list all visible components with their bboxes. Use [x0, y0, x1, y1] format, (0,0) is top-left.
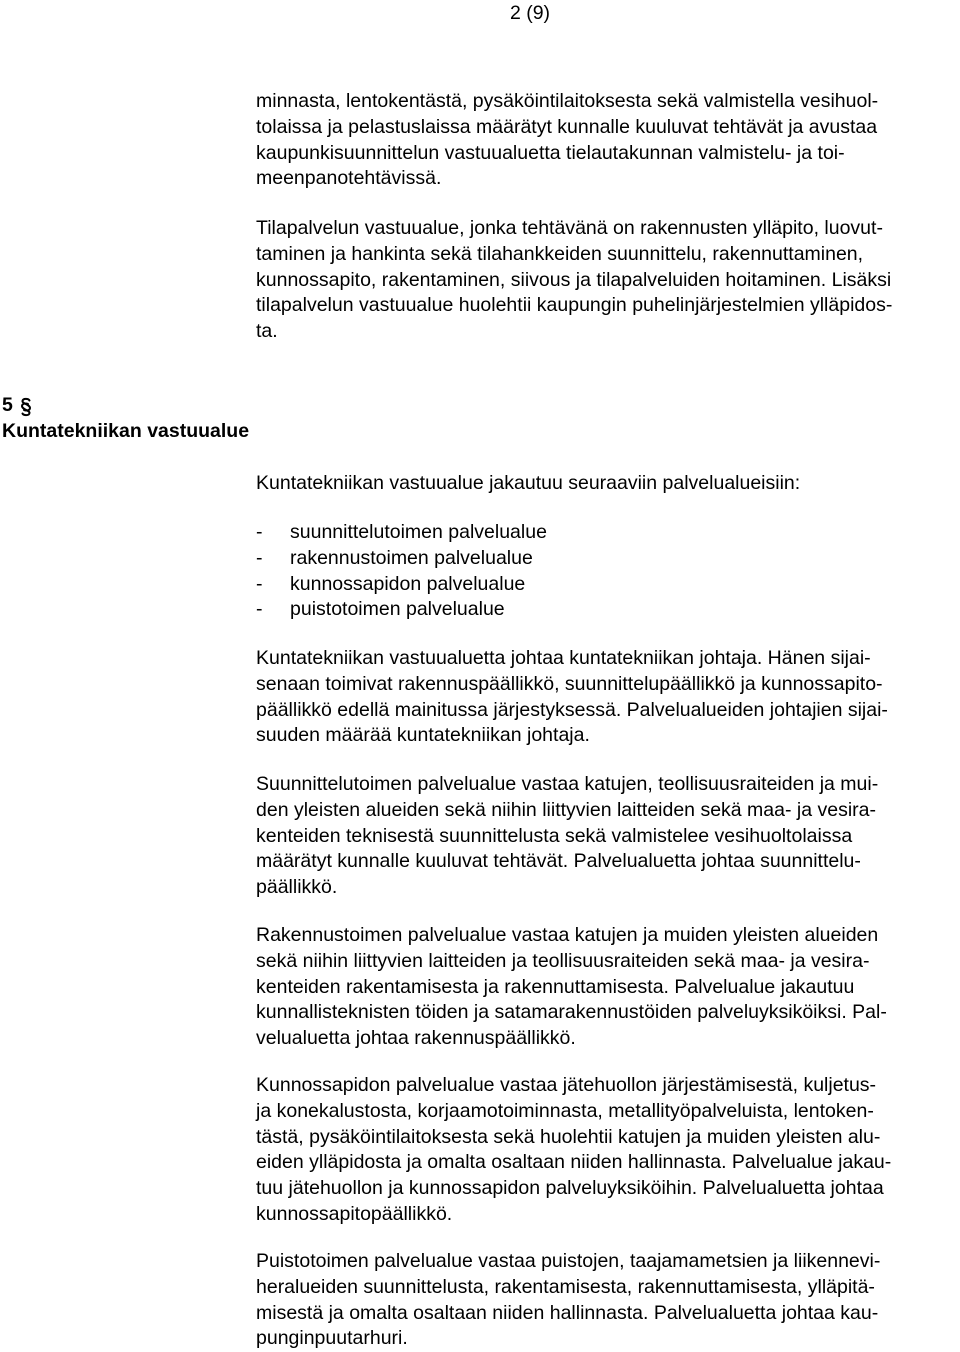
text-line: päällikkö.: [256, 876, 338, 899]
text-line: misestä ja omalta osaltaan niiden hallinnasta. Palvelualuetta johtaa kau-: [256, 1301, 879, 1324]
text-line: määrätyt kunnalle kuuluvat tehtävät. Palvelualuetta johtaa suunnittelu-: [256, 850, 861, 873]
text-line: tästä, pysäköintilaitoksesta sekä huolehtii katujen ja muiden yleisten alu-: [256, 1125, 881, 1148]
list-marker: -: [256, 546, 263, 569]
text-line: Kunnossapidon palvelualue vastaa jätehuollon järjestämisestä, kuljetus-: [256, 1074, 877, 1096]
text-line: tolaissa ja pelastuslaissa määrätyt kunnalle kuuluvat tehtävät ja avustaa: [256, 115, 878, 138]
section-paragraph-construction: [256, 923, 956, 1052]
text-line: den yleisten alueiden sekä niihin liittyvien laitteiden sekä maa- ja vesira-: [256, 798, 877, 821]
list-item: [256, 572, 956, 598]
text-line: Puistotoimen palvelualue vastaa puistojen, taajamametsien ja liikennevi-: [256, 1250, 881, 1272]
text-line: päällikkö edellä mainitussa järjestyksessä. Palvelualueiden johtajien sijai-: [256, 698, 888, 721]
list-item-text: suunnittelutoimen palvelualue: [290, 521, 547, 543]
list-marker: -: [256, 521, 263, 543]
list-item-text: puistotoimen palvelualue: [290, 598, 505, 621]
text-line: kunnossapitopäällikkö.: [256, 1202, 453, 1225]
text-line: kaupunkisuunnittelun vastuualuetta tielautakunnan valmistelu- ja toi-: [256, 141, 845, 164]
text-line: kunnallisteknisten töiden ja satamarakennustöiden palveluyksiköiksi. Pal-: [256, 1001, 887, 1024]
list-marker: -: [256, 572, 263, 595]
text-line: heralueiden suunnittelusta, rakentamisesta, rakennuttamisesta, ylläpitä-: [256, 1275, 875, 1298]
text-line: senaan toimivat rakennuspäällikkö, suunnittelupäällikkö ja kunnossapito-: [256, 672, 883, 695]
list-item: [256, 546, 956, 572]
text-line: velualuetta johtaa rakennuspäällikkö.: [256, 1027, 576, 1050]
text-line: tuu jätehuollon ja kunnossapidon palveluyksiköihin. Palvelualuetta johtaa: [256, 1177, 884, 1200]
text-line: kunnossapito, rakentaminen, siivous ja tilapalveluiden hoitaminen. Lisäksi: [256, 268, 892, 291]
text-line: kenteiden rakentamisesta ja rakennuttamisesta. Palvelualue jakautuu: [256, 975, 855, 998]
list-item-text: rakennustoimen palvelualue: [290, 546, 533, 569]
section-lead: [256, 471, 956, 497]
page-number: 2 (9): [509, 2, 551, 24]
text-line: minnasta, lentokentästä, pysäköintilaitoksesta sekä valmistella vesihuol-: [256, 90, 879, 112]
service-area-list: [256, 520, 956, 623]
text-line: Kuntatekniikan vastuualue jakautuu seuraaviin palvelualueisiin:: [256, 472, 801, 494]
text-line: tilapalvelun vastuualue huolehtii kaupungin puhelinjärjestelmien ylläpidos-: [256, 294, 893, 317]
section-number-row: [2, 393, 249, 419]
list-marker: -: [256, 598, 263, 621]
section-title: Kuntatekniikan vastuualue: [2, 419, 250, 442]
intro-paragraph-1: [256, 89, 956, 192]
section-paragraph-leadership: [256, 646, 956, 749]
text-line: taminen ja hankinta sekä tilahankkeiden suunnittelu, rakennuttaminen,: [256, 242, 864, 265]
text-line: Tilapalvelun vastuualue, jonka tehtävänä on rakennusten ylläpito, luovut-: [256, 217, 883, 239]
list-item: [256, 597, 956, 623]
intro-paragraph-2: [256, 216, 956, 345]
text-line: punginpuutarhuri.: [256, 1327, 408, 1350]
text-line: Suunnittelutoimen palvelualue vastaa katujen, teollisuusraiteiden ja mui-: [256, 773, 879, 795]
section-paragraph-planning: [256, 772, 956, 901]
section-heading: [2, 393, 249, 445]
text-line: kenteiden teknisestä suunnittelusta sekä valmistelee vesihuoltolaissa: [256, 824, 853, 847]
text-line: Kuntatekniikan vastuualuetta johtaa kuntatekniikan johtaja. Hänen sijai-: [256, 647, 871, 669]
section-paragraph-maintenance: [256, 1073, 956, 1228]
list-item-text: kunnossapidon palvelualue: [290, 572, 526, 595]
text-line: Rakennustoimen palvelualue vastaa katujen ja muiden yleisten alueiden: [256, 924, 879, 946]
text-line: sekä niihin liittyvien laitteiden ja teollisuusraiteiden sekä maa- ja vesira-: [256, 949, 870, 972]
text-line: eiden ylläpidosta ja omalta osaltaan niiden hallinnasta. Palvelualue jakau-: [256, 1151, 892, 1174]
text-line: ta.: [256, 320, 278, 343]
text-line: meenpanotehtävissä.: [256, 167, 442, 190]
section-sign-icon: [19, 397, 33, 417]
section-number: 5: [2, 394, 13, 416]
section-paragraph-parks: [256, 1249, 956, 1352]
text-line: suuden määrää kuntatekniikan johtaja.: [256, 724, 590, 747]
list-item: [256, 520, 956, 546]
text-line: ja konekalustosta, korjaamotoiminnasta, metallityöpalveluista, lentoken-: [256, 1099, 874, 1122]
